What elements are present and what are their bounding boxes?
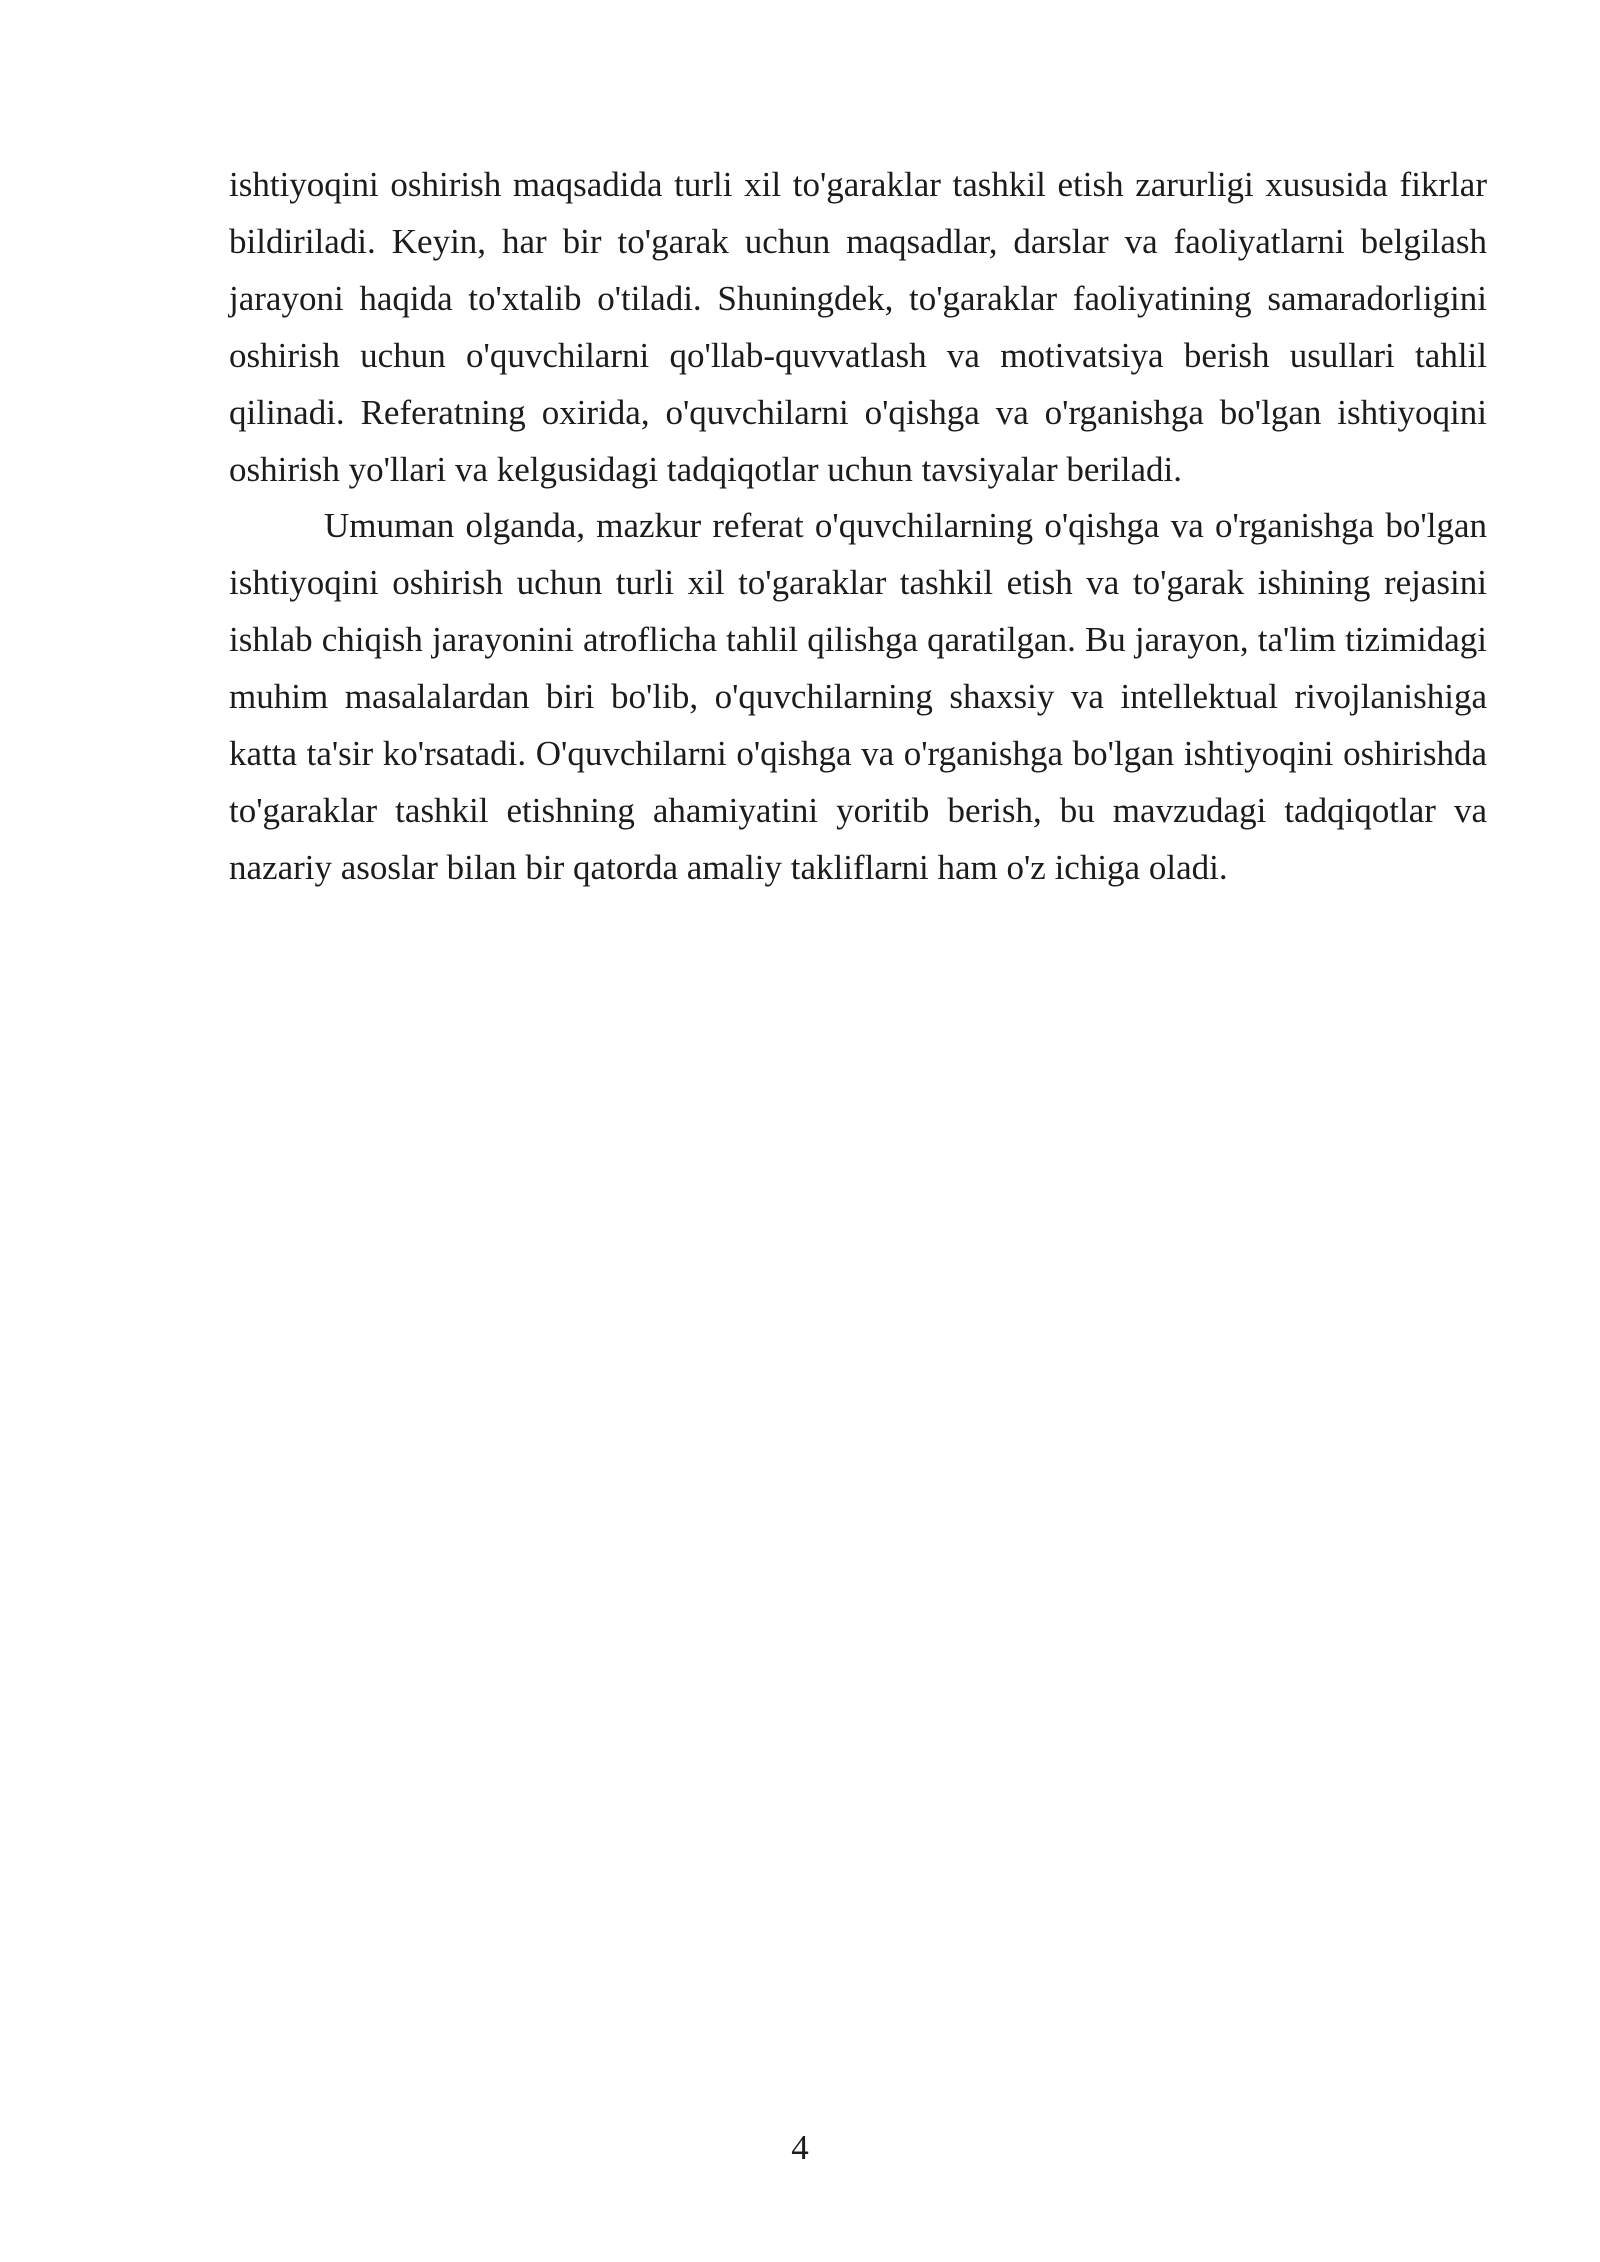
page-number: 4	[791, 2128, 809, 2167]
paragraph-summary: Umuman olganda, mazkur referat o'quvchilarning o'qishga va o'rganishga bo'lgan ishtiyoqini oshirish uchun turli xil to'garaklar tashkil etish va to'garak ishining rejasini ishlab chiqish jarayonini atroflicha tahlil qilishga qaratilgan. Bu jarayon, ta'lim tizimidagi muhim masalalardan biri bo'lib, o'quvchilarning shaxsiy va intellektual rivojlanishiga katta ta'sir ko'rsatadi. O'quvchilarni o'qishga va o'rganishga bo'lgan ishtiyoqini oshirishda to'garaklar tashkil etishning ahamiyatini yoritib berish, bu mavzudagi tadqiqotlar va nazariy asoslar bilan bir qatorda amaliy takliflarni ham o'z ichiga oladi.	[229, 506, 1487, 887]
paragraph-continued: ishtiyoqini oshirish maqsadida turli xil to'garaklar tashkil etish zarurligi xususida fikrlar bildiriladi. Keyin, har bir to'garak uchun maqsadlar, darslar va faoliyatlarni belgilash jarayoni haqida to'xtalib o'tiladi. Shuningdek, to'garaklar faoliyatining samaradorligini oshirish uchun o'quvchilarni qo'llab-quvvatlash va motivatsiya berish usullari tahlil qilinadi. Referatning oxirida, o'quvchilarni o'qishga va o'rganishga bo'lgan ishtiyoqini oshirish yo'llari va kelgusidagi tadqiqotlar uchun tavsiyalar beriladi.	[229, 165, 1487, 489]
body-text	[229, 157, 1487, 897]
